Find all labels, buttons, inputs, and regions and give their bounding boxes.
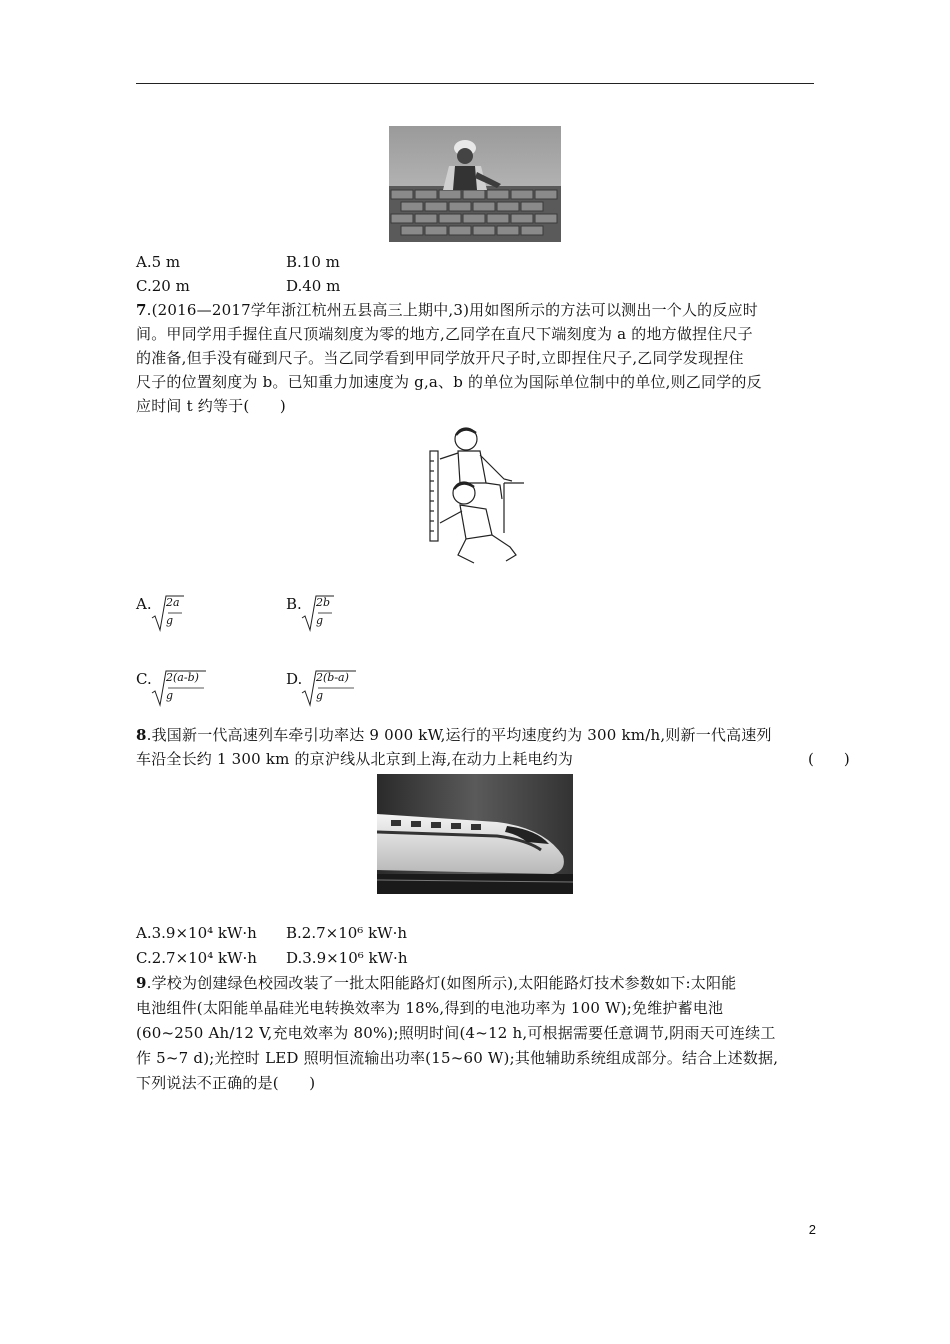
q7-line-3: 的准备,但手没有碰到尺子。当乙同学看到甲同学放开尺子时,立即捏住尺子,乙同学发现捏住 (136, 349, 744, 367)
q8-answer-paren: ( ) (808, 750, 850, 768)
q7-option-d-num: 2(b-a) (316, 671, 349, 684)
q7-line-5: 应时间 t 约等于( ) (136, 397, 286, 415)
q9-number: 9 (136, 974, 147, 992)
q7-line-2: 间。甲同学用手握住直尺顶端刻度为零的地方,乙同学在直尺下端刻度为 a 的地方做捏住尺子 (136, 325, 753, 343)
q7-option-b-num: 2b (316, 596, 331, 609)
q6-option-d: D.40 m (286, 277, 341, 295)
q7-option-a-den: g (166, 614, 174, 627)
q8-option-d: D.3.9×10⁶ kW·h (286, 949, 408, 967)
bricklayer-photo (389, 126, 561, 242)
q7-option-b-den: g (316, 614, 324, 627)
q8-option-a: A.3.9×10⁴ kW·h (136, 924, 257, 942)
q8-option-c: C.2.7×10⁴ kW·h (136, 949, 257, 967)
q7-option-d-label: D. (286, 670, 303, 688)
q7-option-a-num: 2a (166, 596, 180, 609)
q7-number: 7 (136, 301, 147, 319)
q8-line-1: 8.我国新一代高速列车牵引功率达 9 000 kW,运行的平均速度约为 300 km/h,则新一代高速列 (136, 726, 772, 744)
q7-line-1: 7.(2016—2017学年浙江杭州五县高三上期中,3)用如图所示的方法可以测出一个人的反应时 (136, 301, 758, 319)
q6-option-a: A.5 m (136, 253, 181, 271)
q7-option-b-label: B. (286, 595, 302, 613)
q9-line-2: 电池组件(太阳能单晶硅光电转换效率为 18%,得到的电池功率为 100 W);免维护蓄电池 (136, 999, 724, 1017)
reaction-time-figure (420, 423, 524, 569)
q7-line-4: 尺子的位置刻度为 b。已知重力加速度为 g,a、b 的单位为国际单位制中的单位,则乙同学的反 (136, 373, 762, 391)
q9-line-5: 下列说法不正确的是( ) (136, 1074, 316, 1092)
q6-option-b: B.10 m (286, 253, 340, 271)
q9-line-4: 作 5~7 d);光控时 LED 照明恒流输出功率(15~60 W);其他辅助系统组成部分。结合上述数据, (136, 1049, 779, 1067)
q9-line-1: 9.学校为创建绿色校园改装了一批太阳能路灯(如图所示),太阳能路灯技术参数如下:太阳能 (136, 974, 737, 992)
q9-line-3: (60~250 Ah/12 V,充电效率为 80%);照明时间(4~12 h,可根据需要任意调节,阴雨天可连续工 (136, 1024, 776, 1042)
q8-option-b: B.2.7×10⁶ kW·h (286, 924, 408, 942)
header-rule (136, 83, 814, 84)
q7-option-c-num: 2(a-b) (166, 671, 199, 684)
q6-option-c: C.20 m (136, 277, 190, 295)
page-number: 2 (808, 1222, 816, 1237)
q8-number: 8 (136, 726, 147, 744)
train-photo (377, 774, 573, 894)
q8-line-2: 车沿全长约 1 300 km 的京沪线从北京到上海,在动力上耗电约为 (136, 750, 574, 768)
q7-option-c-label: C. (136, 670, 152, 688)
q7-option-c-den: g (166, 689, 174, 702)
q7-option-a-label: A. (136, 595, 152, 613)
q7-option-d-den: g (316, 689, 324, 702)
